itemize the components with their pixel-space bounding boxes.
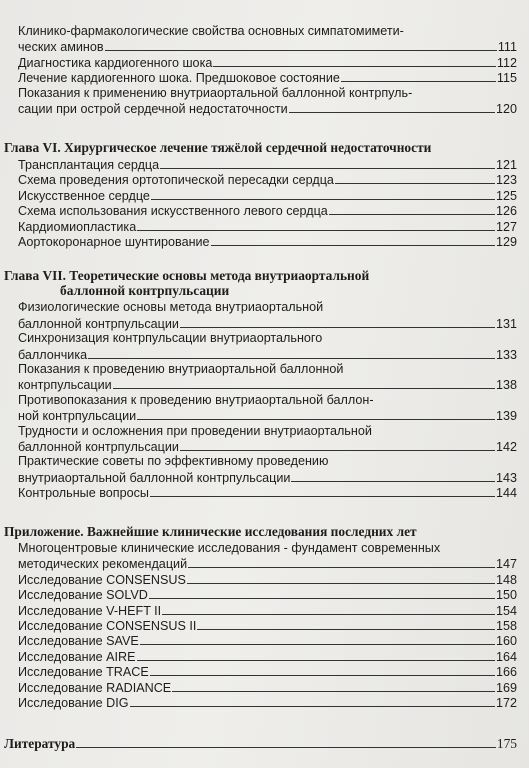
toc-entry[interactable]: [18, 618, 517, 633]
entry-title: Кардиомиопластика: [18, 219, 137, 234]
dot-leader: [76, 736, 496, 748]
dot-leader: [150, 485, 495, 497]
toc-entry[interactable]: [18, 316, 517, 331]
toc-entry[interactable]: [18, 172, 517, 187]
entry-text-line: Синхронизация контрпульсации внутриаортального: [18, 331, 323, 346]
page-number: 172: [495, 696, 517, 710]
entry-title: Схема проведения ортотопической пересадки сердца: [18, 173, 334, 188]
page-number: 127: [495, 219, 517, 234]
toc-entry[interactable]: [18, 203, 517, 218]
toc-entry[interactable]: [18, 101, 517, 116]
page-number: 138: [495, 378, 517, 393]
toc-entry-literature[interactable]: [4, 736, 517, 751]
page-number: 160: [495, 634, 517, 649]
entry-title: Диагностика кардиогенного шока: [18, 55, 213, 70]
page-number: 121: [495, 158, 517, 172]
page-number: 147: [495, 557, 517, 572]
toc-entry[interactable]: [18, 377, 517, 392]
page-number: 158: [495, 619, 517, 633]
dot-leader: [172, 680, 495, 692]
page-number: 169: [495, 680, 517, 695]
entry-title: сации при острой сердечной недостаточности: [18, 102, 288, 116]
page-number: 133: [495, 347, 517, 362]
entry-title: ной контрпульсации: [18, 409, 137, 424]
entry-title: Искусственное сердце: [18, 188, 150, 203]
entry-title: Контрольные вопросы: [18, 486, 149, 501]
page-number: 144: [495, 486, 517, 501]
dot-leader: [149, 587, 495, 599]
entry-title: внутриаортальной баллонной контрпульсации: [18, 470, 291, 485]
toc-entry[interactable]: [18, 695, 517, 710]
chapter-heading: Глава VI. Хирургическое лечение тяжёлой сердечной недостаточности: [4, 140, 432, 155]
entry-text-line: Физиологические основы метода внутриаортальной: [18, 300, 324, 315]
page-number: 115: [496, 71, 517, 86]
entry-title: Исследование DIG: [18, 696, 129, 710]
toc-entry[interactable]: [18, 70, 517, 85]
entry-title: Исследование CONSENSUS: [18, 572, 186, 587]
toc-entry[interactable]: [18, 55, 517, 70]
dot-leader: [335, 172, 495, 184]
dot-leader: [291, 470, 495, 482]
page-number: 175: [496, 736, 517, 751]
page-number: 120: [495, 102, 517, 116]
toc-entry[interactable]: [18, 485, 517, 500]
page-number: 166: [495, 665, 517, 680]
entry-title: Аортокоронарное шунтирование: [18, 235, 210, 249]
entry-text-line: Многоцентровые клинические исследования - фундамент современных: [18, 541, 441, 555]
toc-entry[interactable]: [18, 633, 517, 648]
page-number: 126: [495, 204, 517, 219]
dot-leader: [140, 633, 495, 645]
entry-title: Исследование AIRE: [18, 649, 136, 664]
page-number: 150: [495, 588, 517, 603]
dot-leader: [137, 219, 495, 231]
entry-title: баллончика: [18, 347, 88, 362]
chapter-heading: баллонной контрпульсации: [60, 283, 230, 299]
entry-text-line: Показания к проведению внутриаортальной баллонной: [18, 362, 344, 376]
toc-entry[interactable]: [18, 587, 517, 602]
entry-title: Исследование SAVE: [18, 634, 139, 649]
entry-title: Лечение кардиогенного шока. Предшоковое состояние: [18, 71, 340, 86]
dot-leader: [329, 203, 495, 215]
dot-leader: [341, 70, 496, 82]
entry-title: баллонной контрпульсации: [18, 316, 179, 331]
entry-text-line: Противопоказания к проведению внутриаортальной баллон-: [18, 392, 374, 407]
entry-title: контрпульсации: [18, 378, 112, 393]
page-number: 143: [495, 470, 517, 485]
entry-title: Исследование SOLVD: [18, 588, 148, 603]
dot-leader: [180, 316, 495, 328]
page-number: 111: [497, 40, 517, 55]
toc-entry[interactable]: [18, 439, 517, 454]
toc-entry[interactable]: [18, 649, 517, 664]
entry-title: Литература: [4, 736, 76, 751]
toc-entry[interactable]: [18, 188, 517, 203]
entry-text-line: Показания к применению внутриаортальной баллонной контрпуль-: [18, 85, 413, 100]
page-number: 142: [495, 440, 517, 454]
entry-title: Исследование TRACE: [18, 665, 149, 680]
toc-entry[interactable]: [18, 39, 517, 54]
toc-entry[interactable]: [18, 603, 517, 618]
entry-title: Исследование CONSENSUS II: [18, 619, 197, 633]
dot-leader: [160, 157, 495, 169]
toc-entry[interactable]: [18, 556, 517, 571]
toc-entry[interactable]: [18, 219, 517, 234]
dot-leader: [188, 556, 495, 568]
entry-title: Исследование RADIANCE: [18, 680, 172, 695]
entry-title: Исследование V-HEFT II: [18, 603, 162, 618]
toc-entry[interactable]: [18, 470, 517, 485]
dot-leader: [162, 603, 495, 615]
entry-text-line: Трудности и осложнения при проведении внутриаортальной: [18, 423, 372, 438]
dot-leader: [105, 39, 497, 51]
dot-leader: [151, 188, 495, 200]
toc-entry[interactable]: [18, 157, 517, 172]
entry-title: ческих аминов: [18, 40, 104, 55]
dot-leader: [187, 572, 495, 584]
toc-entry[interactable]: [18, 664, 517, 679]
dot-leader: [197, 618, 495, 630]
entry-title: Схема использования искусственного левого сердца: [18, 204, 328, 219]
dot-leader: [137, 408, 495, 420]
page-number: 148: [495, 572, 517, 587]
entry-title: методических рекомендаций: [18, 557, 188, 572]
page-number: 112: [496, 55, 517, 70]
toc-entry[interactable]: [18, 408, 517, 423]
chapter-heading: Глава VII. Теоретические основы метода внутриаортальной: [4, 268, 370, 283]
page-number: 139: [495, 409, 517, 424]
dot-leader: [137, 649, 495, 661]
page-number: 131: [495, 316, 517, 331]
page-number: 123: [495, 173, 517, 188]
page-number: 125: [495, 188, 517, 203]
page-number: 164: [495, 649, 517, 664]
dot-leader: [88, 347, 495, 359]
toc-entry[interactable]: [18, 234, 517, 249]
entry-title: Трансплантация сердца: [18, 158, 160, 172]
dot-leader: [289, 101, 495, 113]
page-number: 129: [495, 235, 517, 249]
dot-leader: [211, 234, 495, 246]
page-number: 154: [495, 603, 517, 618]
entry-text-line: Практические советы по эффективному проведению: [18, 454, 329, 469]
toc-entry[interactable]: [18, 347, 517, 362]
dot-leader: [113, 377, 495, 389]
toc-entry[interactable]: [18, 680, 517, 695]
chapter-heading: Приложение. Важнейшие клинические исследования последних лет: [4, 524, 417, 539]
dot-leader: [180, 439, 495, 451]
dot-leader: [130, 695, 495, 707]
dot-leader: [150, 664, 495, 676]
entry-title: баллонной контрпульсации: [18, 440, 179, 454]
entry-text-line: Клинико-фармакологические свойства основных симпатомимети-: [18, 24, 404, 38]
toc-entry[interactable]: [18, 572, 517, 587]
dot-leader: [213, 55, 496, 67]
